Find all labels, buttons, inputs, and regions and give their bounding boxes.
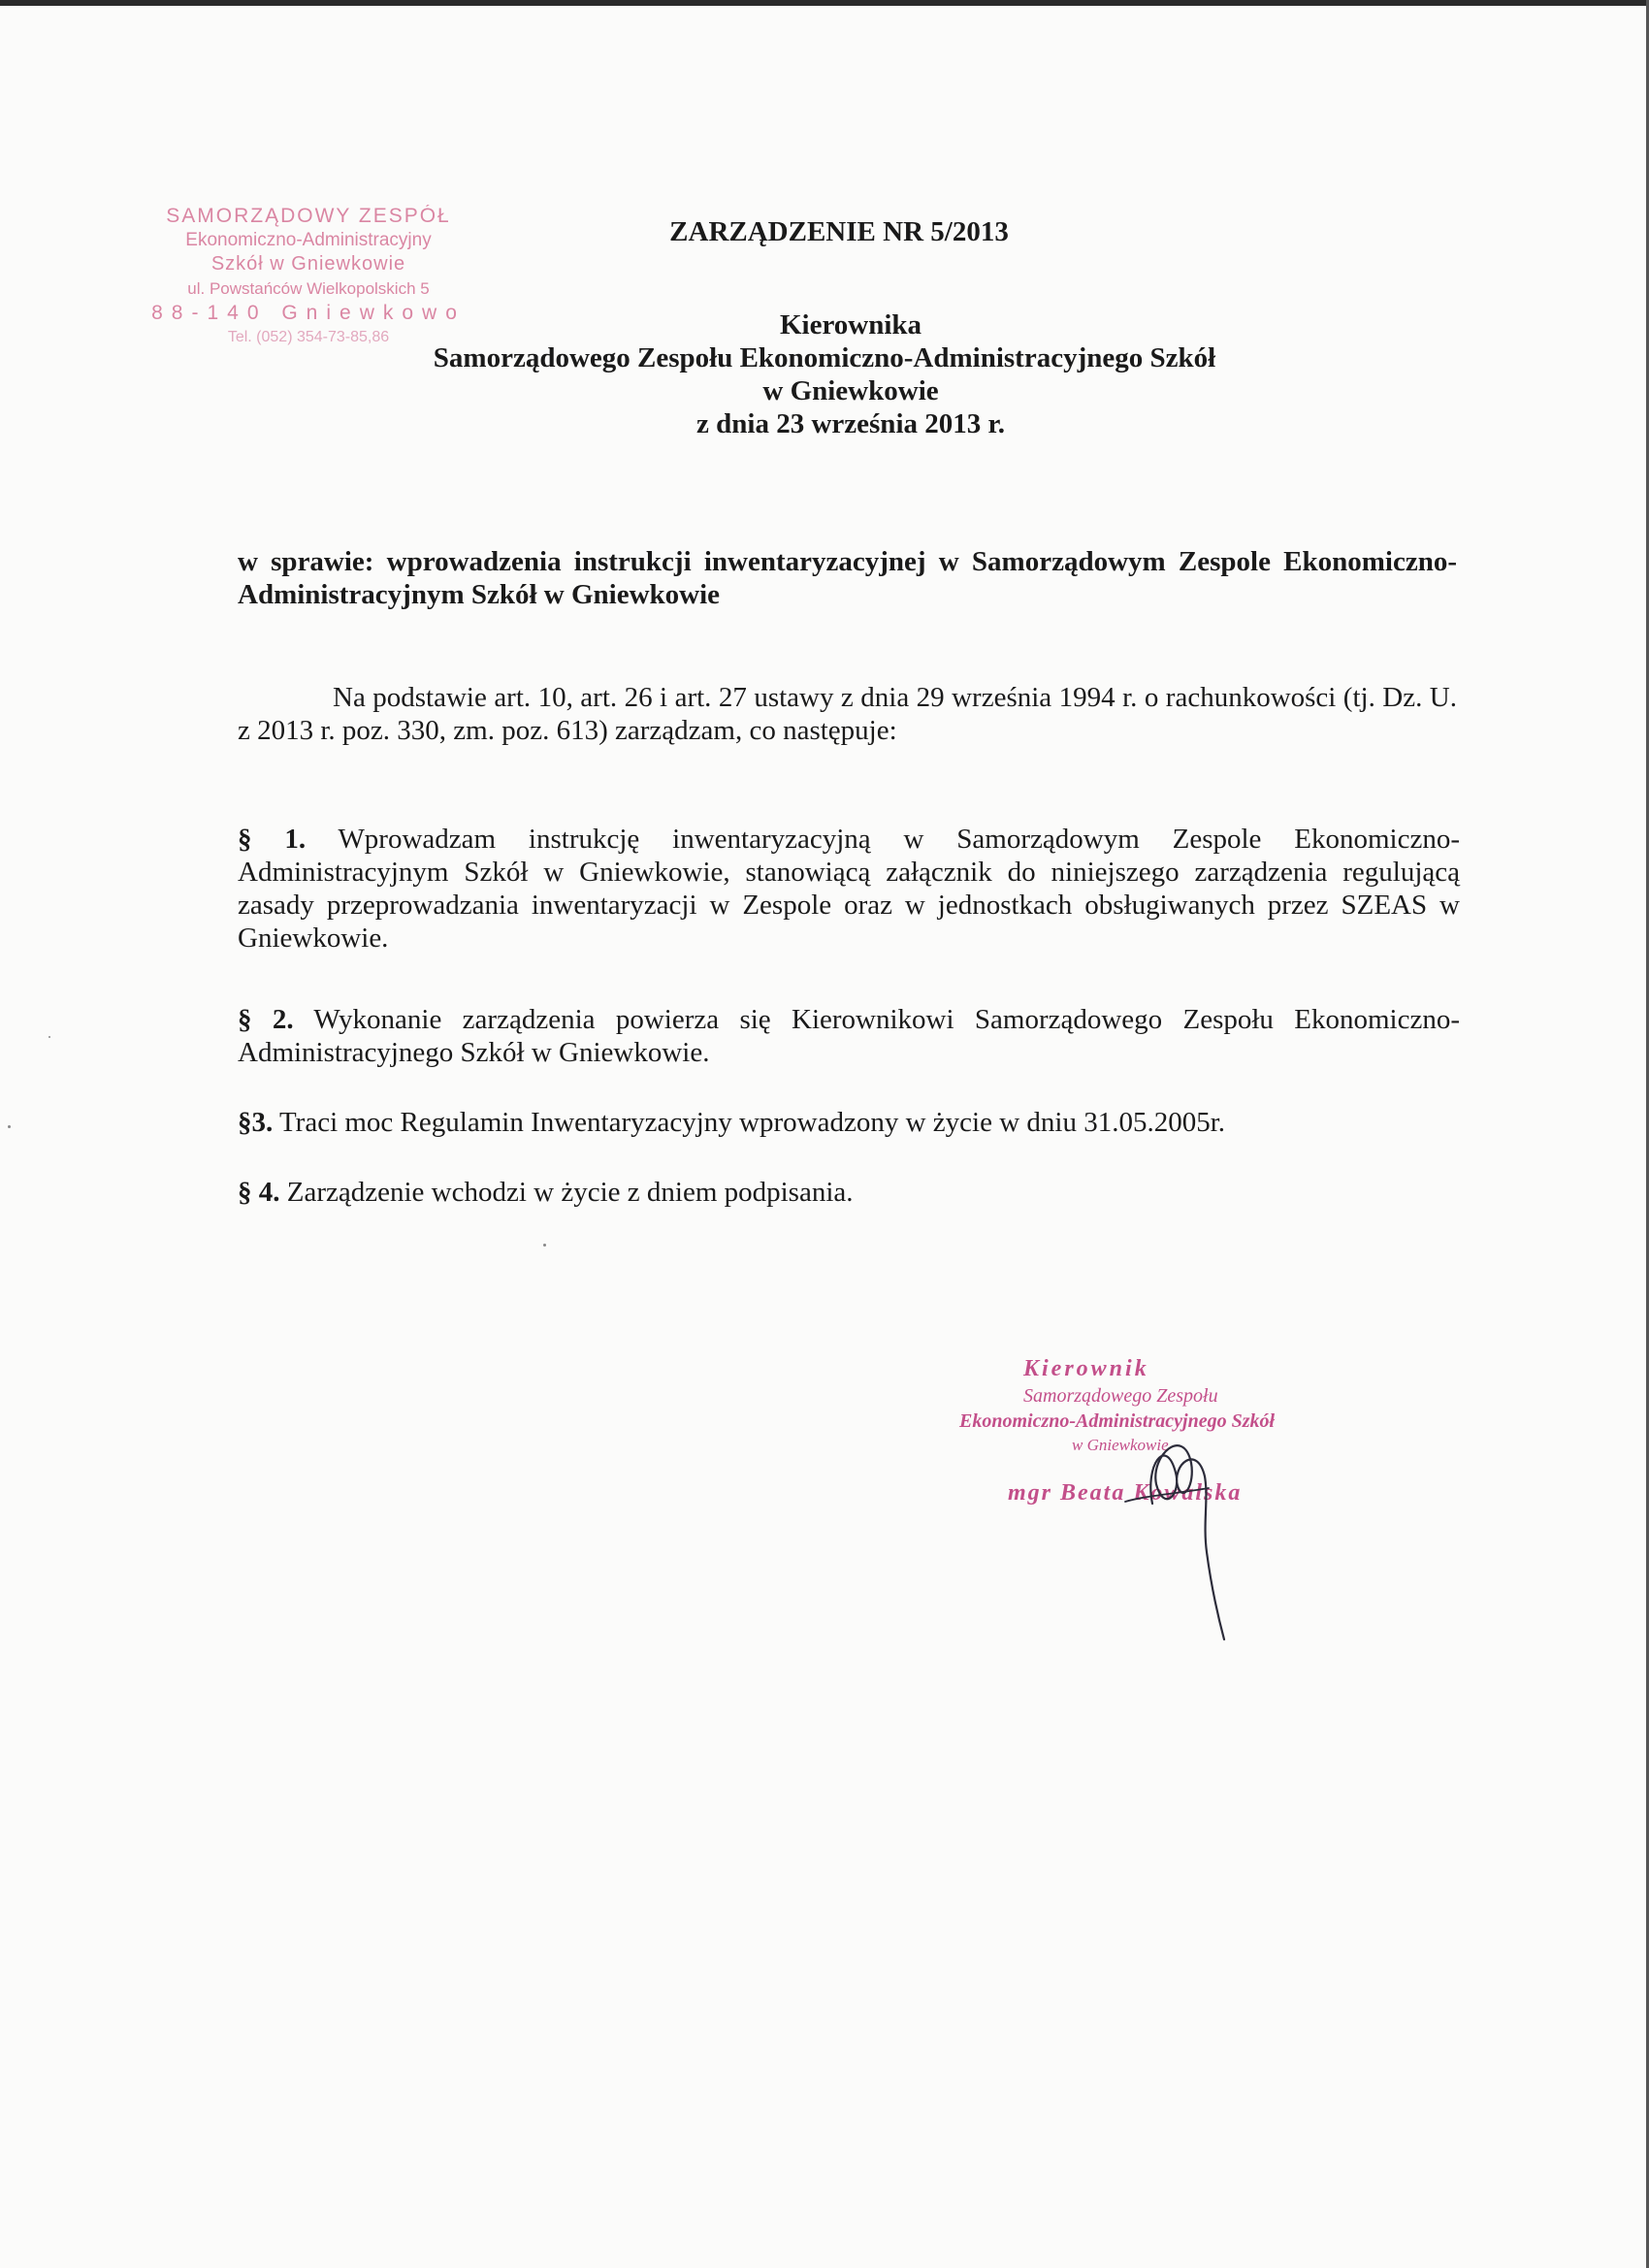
scan-speck xyxy=(48,1036,50,1038)
paragraph-2 xyxy=(238,1003,1460,1069)
handwritten-signature xyxy=(1116,1358,1232,1649)
paragraph-text: Traci moc Regulamin Inwentaryzacyjny wprowadzony w życie w dniu 31.05.2005r. xyxy=(273,1107,1226,1138)
paragraph-3 xyxy=(238,1106,1460,1139)
stamp-line-institution: SAMORZĄDOWY ZESPÓŁ xyxy=(166,205,451,227)
stamp-line-city: 88-140 Gniewkowo xyxy=(151,302,466,324)
paragraph-number: §3. xyxy=(238,1107,274,1138)
document-title: ZARZĄDZENIE NR 5/2013 xyxy=(669,216,1009,247)
paragraph-number: § 2. xyxy=(238,1004,294,1035)
document-title-block xyxy=(330,215,1319,440)
issuer-location: w Gniewkowie xyxy=(762,375,939,406)
paragraph-4 xyxy=(238,1176,1460,1209)
paragraph-text: Wprowadzam instrukcję inwentaryzacyjną w Samorządowym Zespole Ekonomiczno-Administracyjnym Szkół w Gniewkowie, stanowiącą załącznik do niniejszego zarządzenia regulującą zasady przeprowadzania inwentaryzacji w Zespole oraz w jednostkach obsługiwanych przez SZEAS w Gniewkowie. xyxy=(238,824,1460,954)
paragraph-number: § 4. xyxy=(238,1177,280,1208)
signatory-stamp-line4: w Gniewkowie xyxy=(1072,1436,1169,1454)
signatory-stamp-line3: Ekonomiczno-Administracyjnego Szkół xyxy=(959,1410,1276,1432)
issuer-institution: Samorządowego Zespołu Ekonomiczno-Administracyjnego Szkół xyxy=(433,342,1216,373)
stamp-line-phone: Tel. (052) 354-73-85,86 xyxy=(227,329,390,345)
document-date: z dnia 23 września 2013 r. xyxy=(696,408,1005,439)
document-subject: w sprawie: wprowadzenia instrukcji inwentaryzacyjnej w Samorządowym Zespole Ekonomiczno-Administracyjnym Szkół w Gniewkowie xyxy=(238,546,1457,610)
legal-basis: Na podstawie art. 10, art. 26 i art. 27 ustawy z dnia 29 września 1994 r. o rachunkowości (tj. Dz. U. z 2013 r. poz. 330, zm. poz. 613) zarządzam, co następuje: xyxy=(238,682,1457,746)
stamp-line-street: ul. Powstańców Wielkopolskich 5 xyxy=(187,279,430,298)
paragraph-text: Wykonanie zarządzenia powierza się Kierownikowi Samorządowego Zespołu Ekonomiczno-Administracyjnego Szkół w Gniewkowie. xyxy=(238,1004,1460,1068)
stamp-line-schools: Szkół w Gniewkowie xyxy=(210,253,406,275)
scan-speck xyxy=(543,1244,546,1247)
paragraph-number: § 1. xyxy=(238,824,307,855)
signatory-stamp-name: mgr Beata Kowalska xyxy=(1008,1480,1243,1506)
scan-speck xyxy=(8,1125,11,1128)
stamp-line-type: Ekonomiczno-Administracyjny xyxy=(185,230,432,250)
paragraph-1 xyxy=(238,823,1460,955)
signatory-stamp-role: Kierownik xyxy=(1023,1356,1149,1381)
issuer-role: Kierownika xyxy=(779,309,922,340)
signatory-stamp-line2: Samorządowego Zespołu xyxy=(1023,1385,1218,1407)
paragraph-text: Zarządzenie wchodzi w życie z dniem podpisania. xyxy=(279,1177,854,1208)
